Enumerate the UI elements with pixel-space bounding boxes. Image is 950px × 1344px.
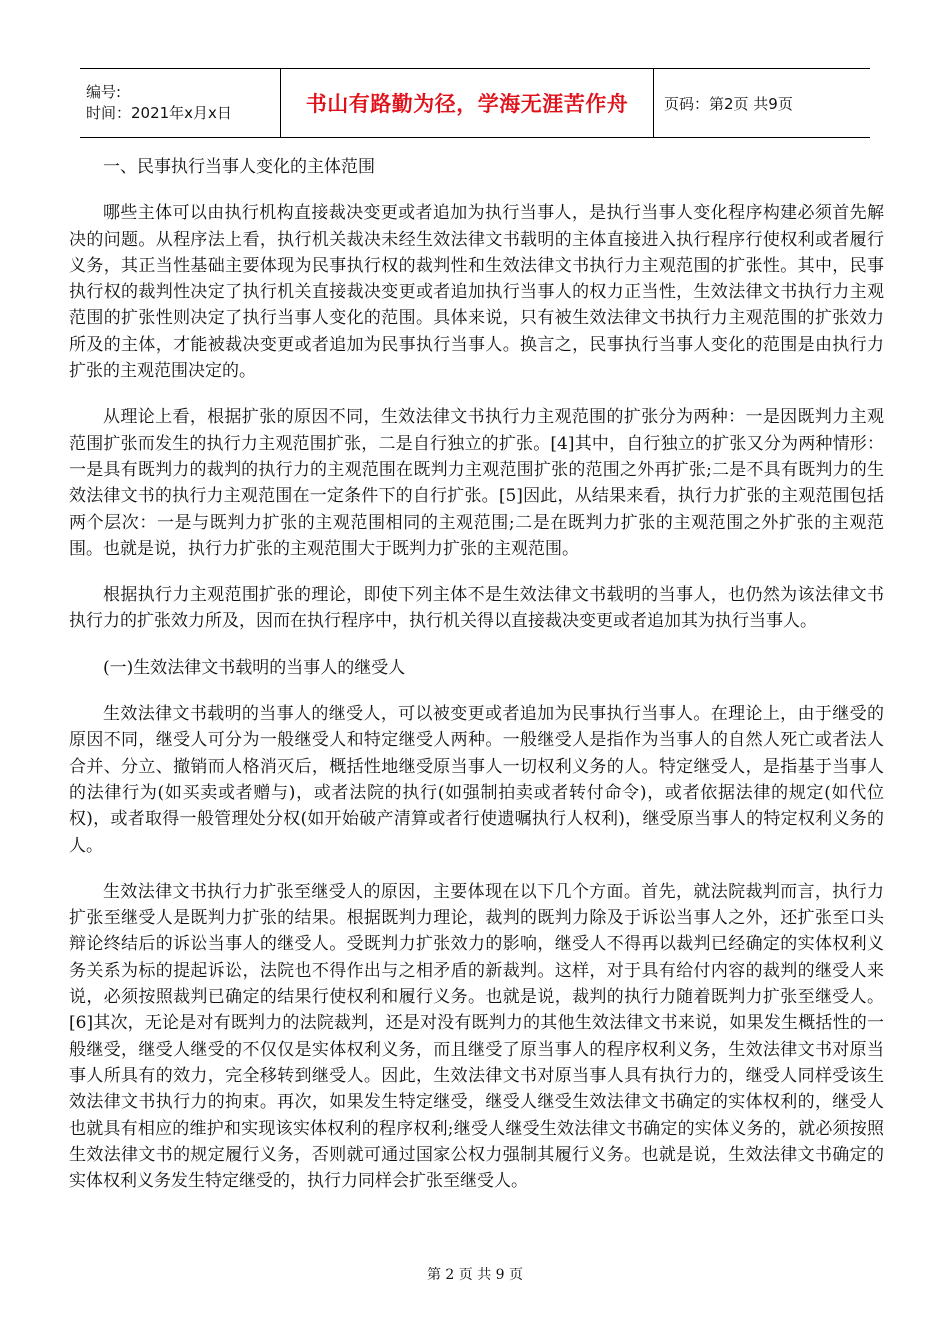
- body-paragraph: 根据执行力主观范围扩张的理论，即使下列主体不是生效法律文书载明的当事人，也仍然为该法律文书执行力的扩张效力所及，因而在执行程序中，执行机关得以直接裁决变更或者追加其为执行当事人。: [69, 585, 884, 632]
- body-paragraph: 生效法律文书载明的当事人的继受人，可以被变更或者追加为民事执行当事人。在理论上，由于继受的原因不同，继受人可分为一般继受人和特定继受人两种。一般继受人是指作为当事人的自然人死亡或者法人合并、分立、撤销而人格消灭后，概括性地继受原当事人一切权利义务的人。特定继受人，是指基于当事人的法律行为(如买卖或者赠与)，或者法院的执行(如强制拍卖或者转付命令)，或者依据法律的规定(如代位权)，或者取得一般管理处分权(如开始破产清算或者行使遗嘱执行人权利)，继受原当事人的特定权利义务的人。: [69, 704, 884, 856]
- body-paragraph: 从理论上看，根据扩张的原因不同，生效法律文书执行力主观范围的扩张分为两种：一是因既判力主观范围扩张而发生的执行力主观范围扩张，二是自行独立的扩张。[4]其中，自行独立的扩张又分为两种情形：一是具有既判力的裁判的执行力的主观范围在既判力主观范围扩张的范围之外再扩张;二是不具有既判力的生效法律文书的执行力主观范围在一定条件下的自行扩张。[5]因此，从结果来看，执行力扩张的主观范围包括两个层次：一是与既判力扩张的主观范围相同的主观范围;二是在既判力扩张的主观范围之外扩张的主观范围。也就是说，执行力扩张的主观范围大于既判力扩张的主观范围。: [69, 407, 884, 559]
- document-time-label: 时间：2021年x月x日: [86, 104, 232, 122]
- header-info: [80, 69, 280, 137]
- page-footer: 第 2 页 共 9 页: [426, 1267, 524, 1283]
- section-heading: 一、民事执行当事人变化的主体范围: [103, 157, 375, 177]
- body-paragraph: 哪些主体可以由执行机构直接裁决变更或者追加为执行当事人，是执行当事人变化程序构建必须首先解决的问题。从程序法上看，执行机关裁决未经生效法律文书载明的主体直接进入执行程序行使权利或者履行义务，其正当性基础主要体现为民事执行权的裁判性和生效法律文书执行力主观范围的扩张性。其中，民事执行权的裁判性决定了执行机关直接裁决变更或者追加执行当事人的权力正当性，生效法律文书执行力主观范围的扩张性则决定了执行当事人变化的范围。具体来说，只有被生效法律文书执行力主观范围的扩张效力所及的主体，才能被裁决变更或者追加为民事执行当事人。换言之，民事执行当事人变化的范围是由执行力扩张的主观范围决定的。: [69, 203, 884, 382]
- header-page-number: 页码：第2页 共9页: [664, 94, 793, 113]
- document-number-label: 编号:: [86, 83, 122, 101]
- subsection-heading: (一)生效法律文书载明的当事人的继受人: [103, 657, 406, 678]
- body-paragraph: 生效法律文书执行力扩张至继受人的原因，主要体现在以下几个方面。首先，就法院裁判而言，执行力扩张至继受人是既判力扩张的结果。根据既判力理论，裁判的既判力除及于诉讼当事人之外，还扩张至口头辩论终结后的诉讼当事人的继受人。受既判力扩张效力的影响，继受人不得再以裁判已经确定的实体权利义务关系为标的提起诉讼，法院也不得作出与之相矛盾的新裁判。这样，对于具有给付内容的裁判的继受人来说，必须按照裁判已确定的结果行使权利和履行义务。也就是说，裁判的执行力随着既判力扩张至继受人。[6]其次，无论是对有既判力的法院裁判，还是对没有既判力的其他生效法律文书来说，如果发生概括性的一般继受，继受人继受的不仅仅是实体权利义务，而且继受了原当事人的程序权利义务，生效法律文书对原当事人所具有的效力，完全移转到继受人。因此，生效法律文书对原当事人具有执行力的，继受人同样受该生效法律文书执行力的拘束。再次，如果发生特定继受，继受人继受生效法律文书确定的实体权利的，继受人也就具有相应的维护和实现该实体权利的程序权利;继受人继受生效法律文书确定的实体义务的，就必须按照生效法律文书的规定履行义务，否则就可通过国家公权力强制其履行义务。也就是说，生效法律文书确定的实体权利义务发生特定继受的，执行力同样会扩张至继受人。: [69, 881, 884, 1192]
- document-header: [80, 68, 870, 138]
- document-body: [69, 146, 884, 1214]
- header-motto: 书山有路勤为径，学海无涯苦作舟: [280, 69, 654, 137]
